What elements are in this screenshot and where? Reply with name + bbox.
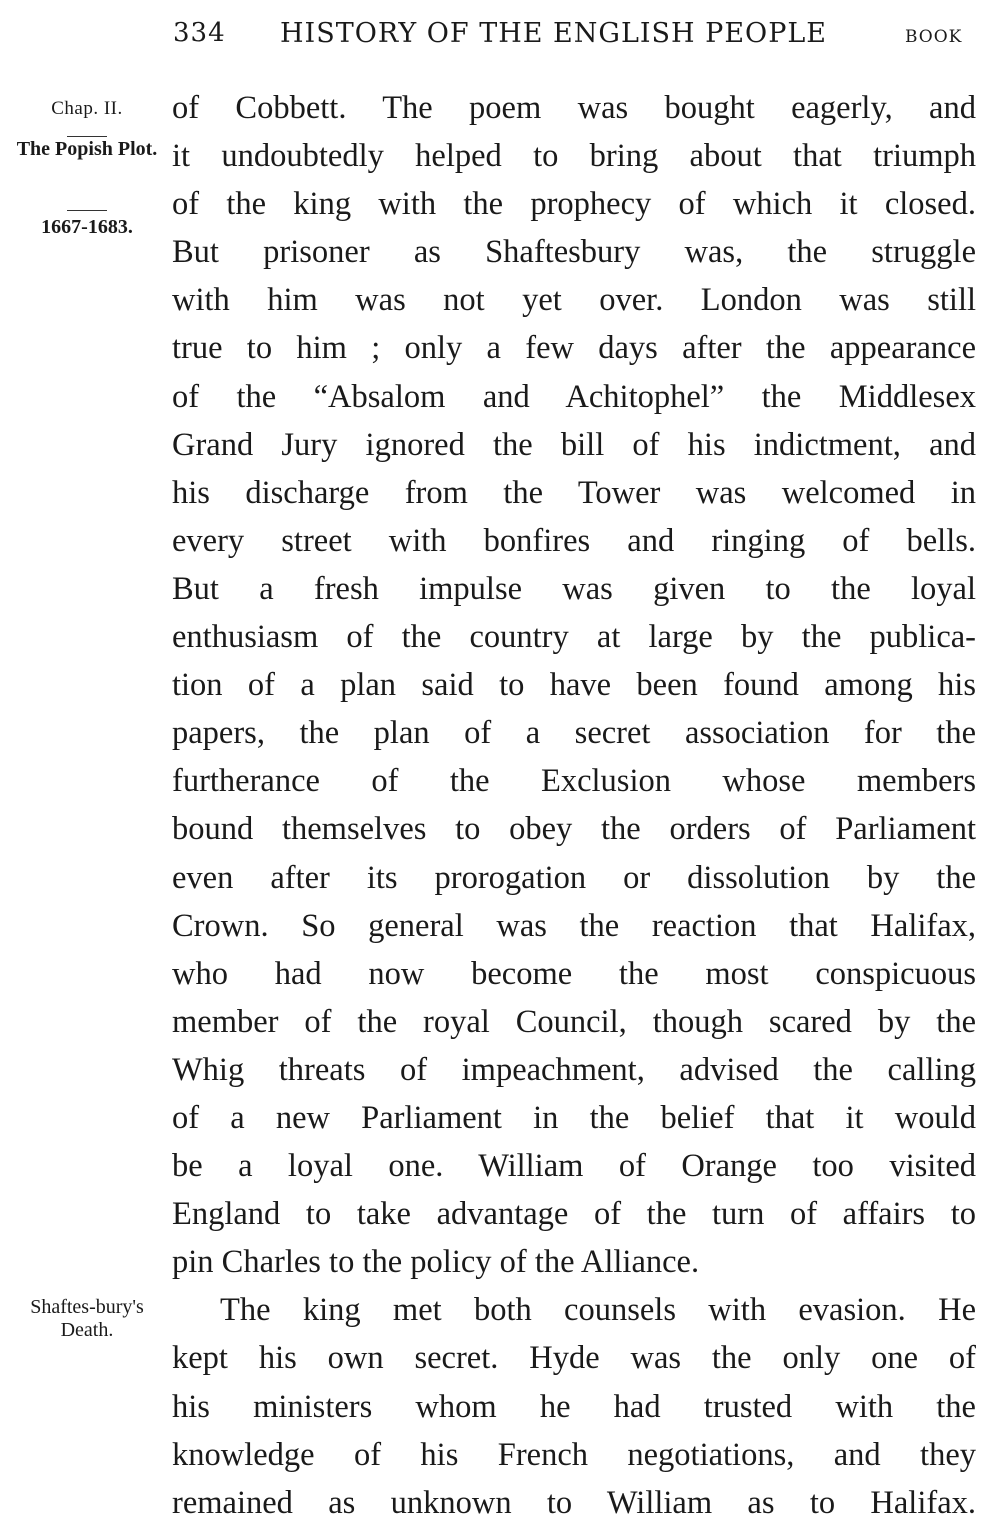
text-line: member of the royal Council, though scared by the [172,1003,976,1040]
text-line: bound themselves to obey the orders of Parliament [172,811,976,848]
text-line: papers, the plan of a secret association for the [172,715,976,752]
text-line: But a fresh impulse was given to the loyal [172,570,976,607]
text-line: true to him ; only a few days after the appearance [172,330,976,367]
text-line: Whig threats of impeachment, advised the calling [172,1051,976,1088]
book-label: BOOK [905,27,963,47]
text-line: of Cobbett. The poem was bought eagerly, and [172,90,976,126]
text-line: enthusiasm of the country at large by the publica- [172,619,976,656]
text-line: remained as unknown to William as to Halifax. [172,1484,976,1521]
text-line: his discharge from the Tower was welcomed in [172,474,976,511]
text-line: knowledge of his French negotiations, and they [172,1436,976,1473]
text-line: it undoubtedly helped to bring about that triumph [172,138,976,175]
margin-date-label: 1667-1683. [41,216,133,238]
text-line: tion of a plan said to have been found among his [172,667,976,704]
margin-section-label: Shaftes-bury's Death. [30,1296,144,1341]
text-line: Grand Jury ignored the bill of his indictment, and [172,426,976,463]
page-number: 334 [173,18,226,48]
text-line: Crown. So general was the reaction that Halifax, [172,907,976,944]
margin-topic-label: The Popish Plot. [16,138,158,160]
text-line: of a new Parliament in the belief that it would [172,1099,976,1136]
text-line: pin Charles to the policy of the Alliance. [172,1244,700,1281]
text-line: with him was not yet over. London was still [172,282,976,319]
running-header [0,18,1000,58]
text-line: every street with bonfires and ringing of bells. [172,522,976,559]
paragraph-2 [172,1286,976,1526]
text-line: even after its prorogation or dissolution by the [172,859,976,896]
margin-chapter-label: Chap. II. [51,98,123,119]
margin-rule [67,136,107,137]
text-line: kept his own secret. Hyde was the only one of [172,1340,976,1377]
margin-rule [67,210,107,211]
text-line: The king met both counsels with evasion. He [220,1292,976,1329]
text-line: furtherance of the Exclusion whose members [172,763,976,800]
text-line: of the king with the prophecy of which it closed. [172,186,976,223]
text-line: his ministers whom he had trusted with the [172,1388,976,1425]
text-line: who had now become the most conspicuous [172,955,976,992]
running-title: HISTORY OF THE ENGLISH PEOPLE [280,18,827,49]
text-line: be a loyal one. William of Orange too visited [172,1148,976,1185]
paragraph-1 [172,84,976,1286]
text-line: of the “Absalom and Achitophel” the Middlesex [172,378,976,415]
text-line: But prisoner as Shaftesbury was, the struggle [172,234,976,271]
body-text [172,84,976,1527]
text-line: England to take advantage of the turn of affairs to [172,1196,976,1233]
